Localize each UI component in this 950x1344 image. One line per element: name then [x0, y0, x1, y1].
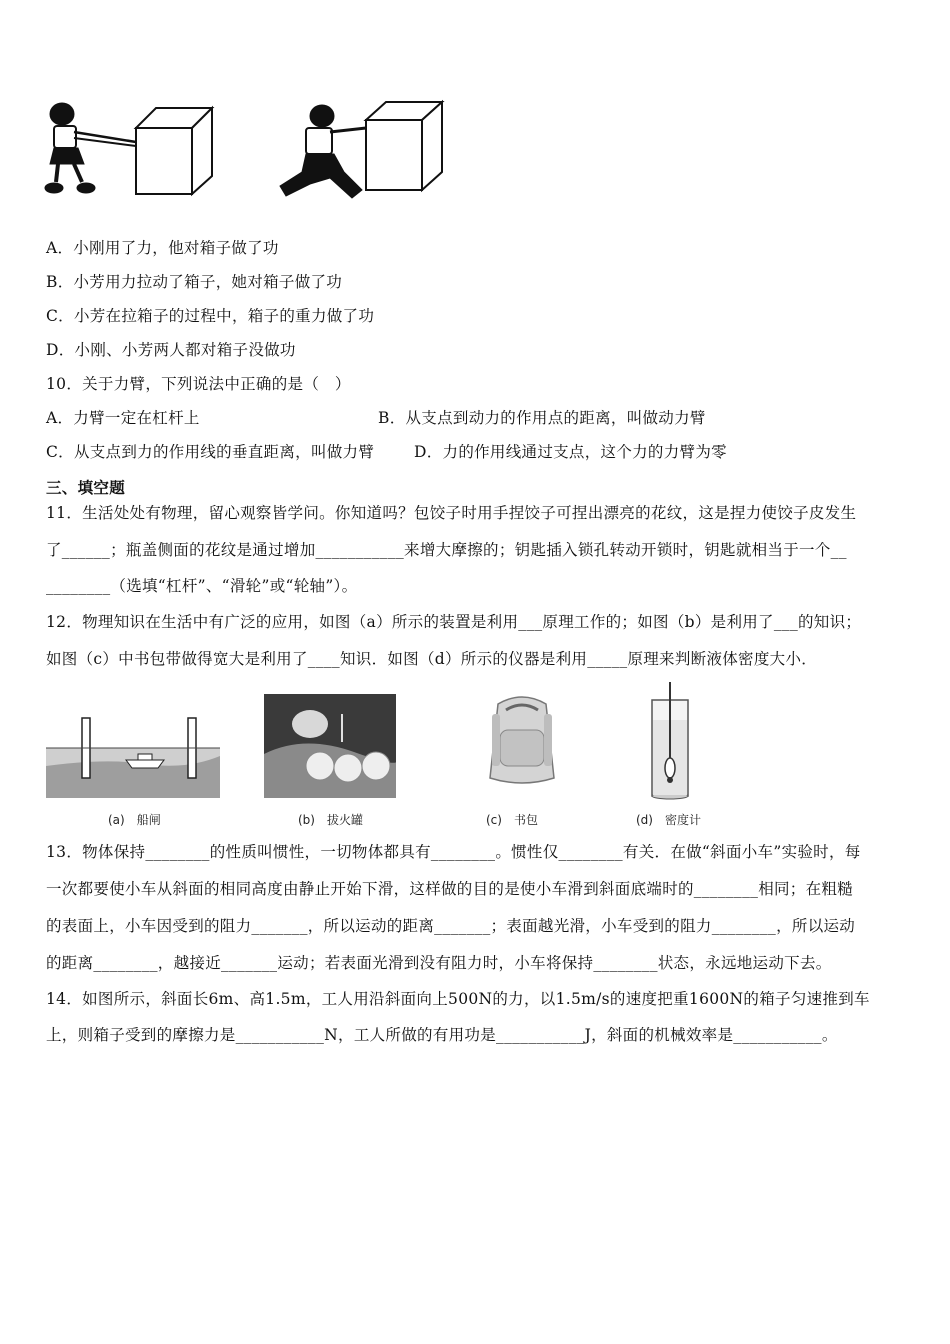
- caption-b: (b) 拔火罐: [298, 813, 363, 827]
- q9-option-a: A．小刚用了力，他对箱子做了功: [46, 239, 279, 257]
- q12-line-2: 如图（c）中书包带做得宽大是利用了____知识．如图（d）所示的仪器是利用_____原理来判断液体密度大小．: [46, 650, 818, 668]
- q10-option-a: A．力臂一定在杠杆上: [46, 409, 200, 427]
- q9-option-b: B．小芳用力拉动了箱子，她对箱子做了功: [46, 273, 343, 291]
- q14-line-2: 上，则箱子受到的摩擦力是___________N，工人所做的有用功是___________J，斜面的机械效率是___________。: [46, 1026, 838, 1044]
- q10-stem: 10．关于力臂，下列说法中正确的是（ ）: [46, 375, 351, 393]
- box-2-figure: [366, 102, 442, 190]
- q12-line-1: 12．物理知识在生活中有广泛的应用，如图（a）所示的装置是利用___原理工作的；如图（b）是利用了___的知识；: [46, 613, 862, 631]
- q10-option-b: B．从支点到动力的作用点的距离，叫做动力臂: [378, 409, 706, 427]
- hydrometer-figure: [648, 680, 692, 800]
- q13-line-3: 的表面上，小车因受到的阻力_______，所以运动的距离_______；表面越光滑，小车受到的阻力________，所以运动: [46, 917, 856, 935]
- boxes-figure: [44, 98, 454, 208]
- q11-line-3: ________（选填“杠杆”、“滑轮”或“轮轴”）。: [46, 577, 358, 595]
- ship-lock-figure: [46, 716, 220, 798]
- q11-line-1: 11．生活处处有物理，留心观察皆学问。你知道吗？包饺子时用手捏饺子可捏出漂亮的花纹，这是捏力使饺子皮发生: [46, 504, 857, 522]
- caption-c: (c) 书包: [486, 813, 538, 827]
- backpack-figure: [484, 690, 560, 790]
- section-title: 三、填空题: [46, 478, 126, 497]
- q14-line-1: 14．如图所示，斜面长6m、高1.5m，工人用沿斜面向上500N的力，以1.5m/s的速度把重1600N的箱子匀速推到车: [46, 990, 870, 1008]
- q10-option-c: C．从支点到力的作用线的垂直距离，叫做力臂: [46, 443, 375, 461]
- q11-line-2: 了______；瓶盖侧面的花纹是通过增加___________来增大摩擦的；钥匙插入锁孔转动开锁时，钥匙就相当于一个__: [46, 541, 847, 559]
- q13-line-2: 一次都要使小车从斜面的相同高度由静止开始下滑，这样做的目的是使小车滑到斜面底端时的________相同；在粗糙: [46, 880, 854, 898]
- person-xiaofang-figure: [280, 105, 366, 198]
- caption-d: (d) 密度计: [636, 813, 701, 827]
- q9-option-d: D．小刚、小芳两人都对箱子没做功: [46, 341, 296, 359]
- caption-a: (a) 船闸: [108, 813, 161, 827]
- box-1-figure: [136, 108, 212, 194]
- q13-line-1: 13．物体保持________的性质叫惯性，一切物体都具有________。惯性仅________有关．在做“斜面小车”实验时，每: [46, 843, 861, 861]
- q9-option-c: C．小芳在拉箱子的过程中，箱子的重力做了功: [46, 307, 375, 325]
- cupping-figure: [264, 694, 396, 798]
- person-xiaogang-figure: [45, 103, 136, 193]
- q10-option-d: D．力的作用线通过支点，这个力的力臂为零: [414, 443, 727, 461]
- q13-line-4: 的距离________，越接近_______运动；若表面光滑到没有阻力时，小车将保持________状态，永远地运动下去。: [46, 954, 832, 972]
